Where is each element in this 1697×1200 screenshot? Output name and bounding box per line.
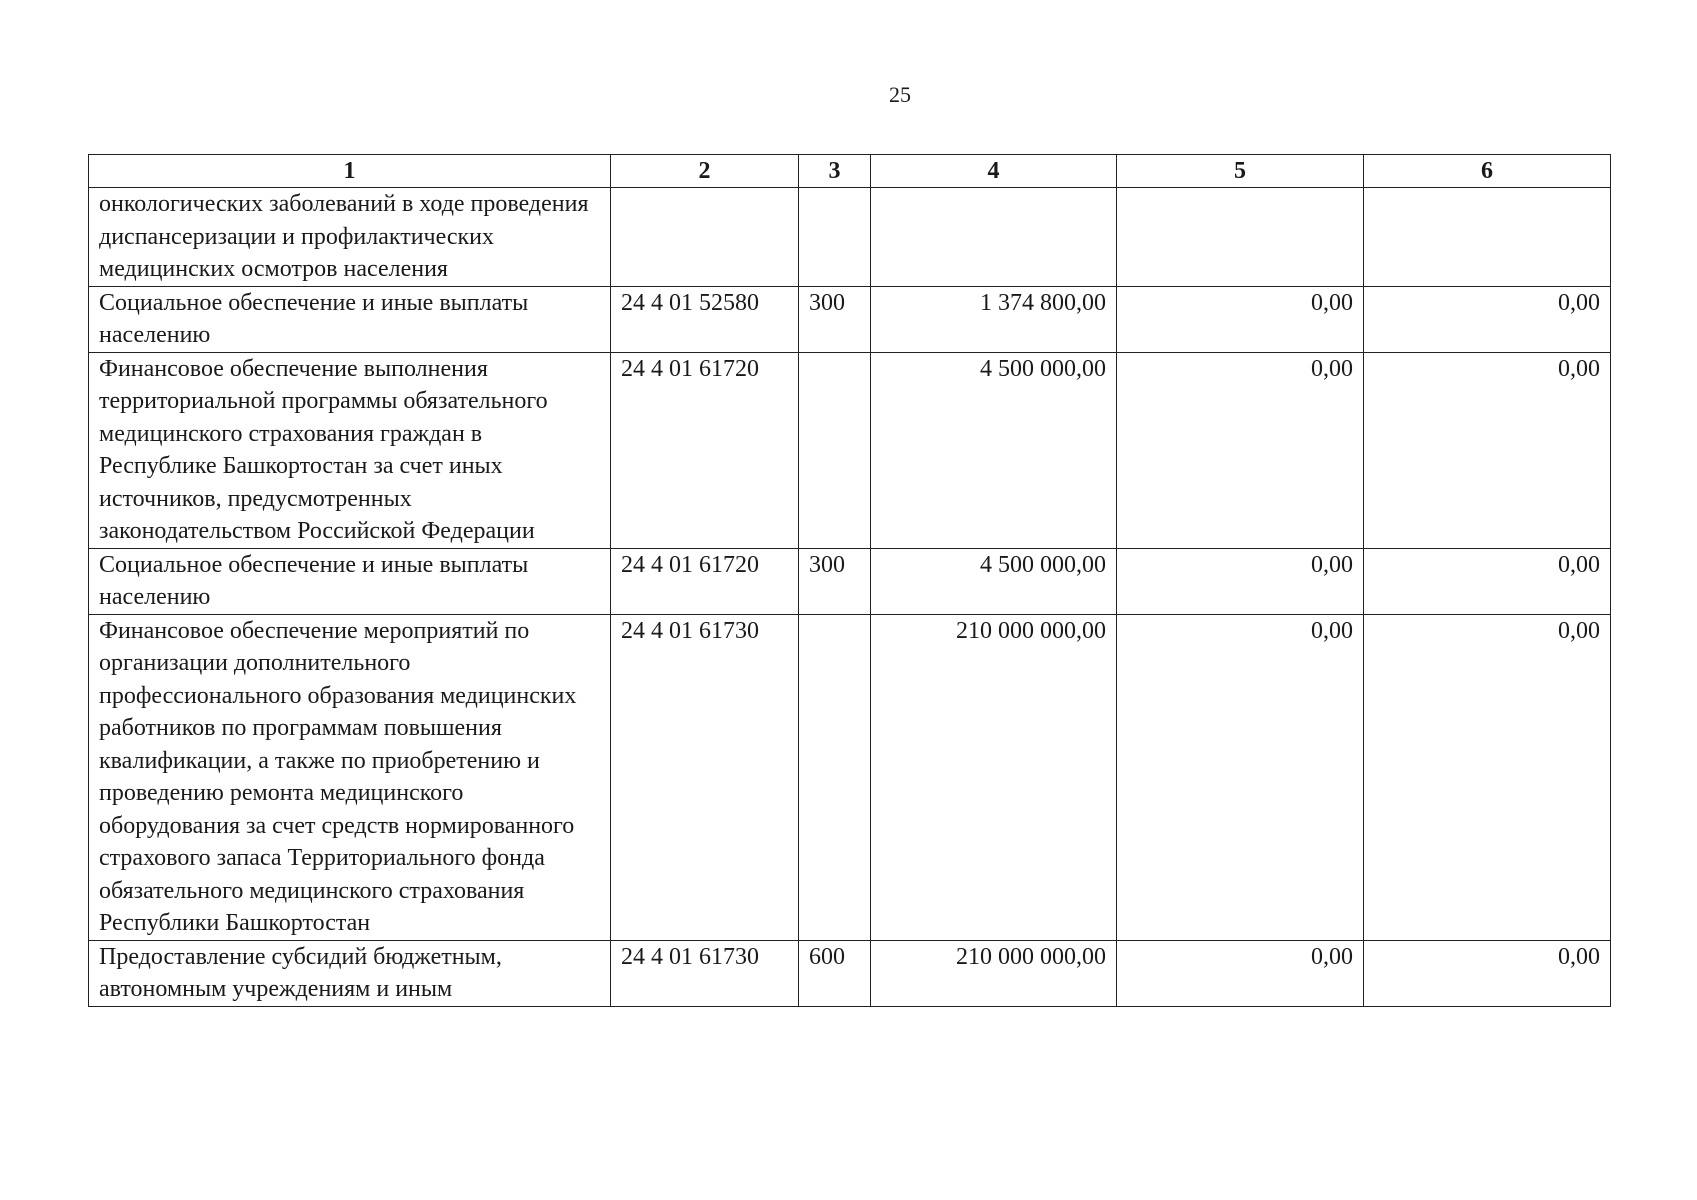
row-amount-5: 0,00 — [1117, 940, 1364, 1006]
row-amount-4: 210 000 000,00 — [871, 940, 1117, 1006]
row-code: 24 4 01 61720 — [611, 352, 799, 548]
column-header: 4 — [871, 155, 1117, 188]
table-row — [89, 352, 1611, 548]
row-name: Финансовое обеспечение выполнения территориальной программы обязательного медицинского страхования граждан в Республике Башкортостан за счет иных источников, предусмотренных законодательством Российской Федерации — [89, 352, 611, 548]
row-amount-4: 1 374 800,00 — [871, 286, 1117, 352]
row-code: 24 4 01 61730 — [611, 940, 799, 1006]
row-amount-4: 4 500 000,00 — [871, 352, 1117, 548]
row-type: 600 — [799, 940, 871, 1006]
row-type — [799, 352, 871, 548]
row-code: 24 4 01 61730 — [611, 614, 799, 940]
table-row — [89, 188, 1611, 287]
row-amount-5: 0,00 — [1117, 614, 1364, 940]
table-row — [89, 548, 1611, 614]
row-amount-4: 210 000 000,00 — [871, 614, 1117, 940]
row-amount-4 — [871, 188, 1117, 287]
row-type — [799, 188, 871, 287]
row-amount-6: 0,00 — [1364, 286, 1611, 352]
column-header: 1 — [89, 155, 611, 188]
row-name: Социальное обеспечение и иные выплаты населению — [89, 286, 611, 352]
column-header: 2 — [611, 155, 799, 188]
budget-table — [88, 154, 1611, 1007]
row-name: Предоставление субсидий бюджетным, автономным учреждениям и иным — [89, 940, 611, 1006]
row-type: 300 — [799, 286, 871, 352]
row-amount-6: 0,00 — [1364, 352, 1611, 548]
row-code: 24 4 01 61720 — [611, 548, 799, 614]
column-header: 5 — [1117, 155, 1364, 188]
row-amount-5: 0,00 — [1117, 352, 1364, 548]
row-amount-4: 4 500 000,00 — [871, 548, 1117, 614]
row-amount-6: 0,00 — [1364, 940, 1611, 1006]
page-number: 25 — [889, 82, 911, 107]
table-header-row — [89, 155, 1611, 188]
row-amount-6: 0,00 — [1364, 614, 1611, 940]
table-row — [89, 286, 1611, 352]
row-code: 24 4 01 52580 — [611, 286, 799, 352]
row-amount-5 — [1117, 188, 1364, 287]
column-header: 3 — [799, 155, 871, 188]
row-name: онкологических заболеваний в ходе проведения диспансеризации и профилактических медицинских осмотров населения — [89, 188, 611, 287]
row-type: 300 — [799, 548, 871, 614]
table-row — [89, 940, 1611, 1006]
row-amount-5: 0,00 — [1117, 286, 1364, 352]
row-name: Финансовое обеспечение мероприятий по организации дополнительного профессионального образования медицинских работников по программам повышения квалификации, а также по приобретению и проведению ремонта медицинского оборудования за счет средств нормированного страхового запаса Территориального фонда обязательного медицинского страхования Республики Башкортостан — [89, 614, 611, 940]
table-row — [89, 614, 1611, 940]
row-name: Социальное обеспечение и иные выплаты населению — [89, 548, 611, 614]
row-amount-6: 0,00 — [1364, 548, 1611, 614]
column-header: 6 — [1364, 155, 1611, 188]
row-amount-5: 0,00 — [1117, 548, 1364, 614]
row-type — [799, 614, 871, 940]
row-code — [611, 188, 799, 287]
row-amount-6 — [1364, 188, 1611, 287]
